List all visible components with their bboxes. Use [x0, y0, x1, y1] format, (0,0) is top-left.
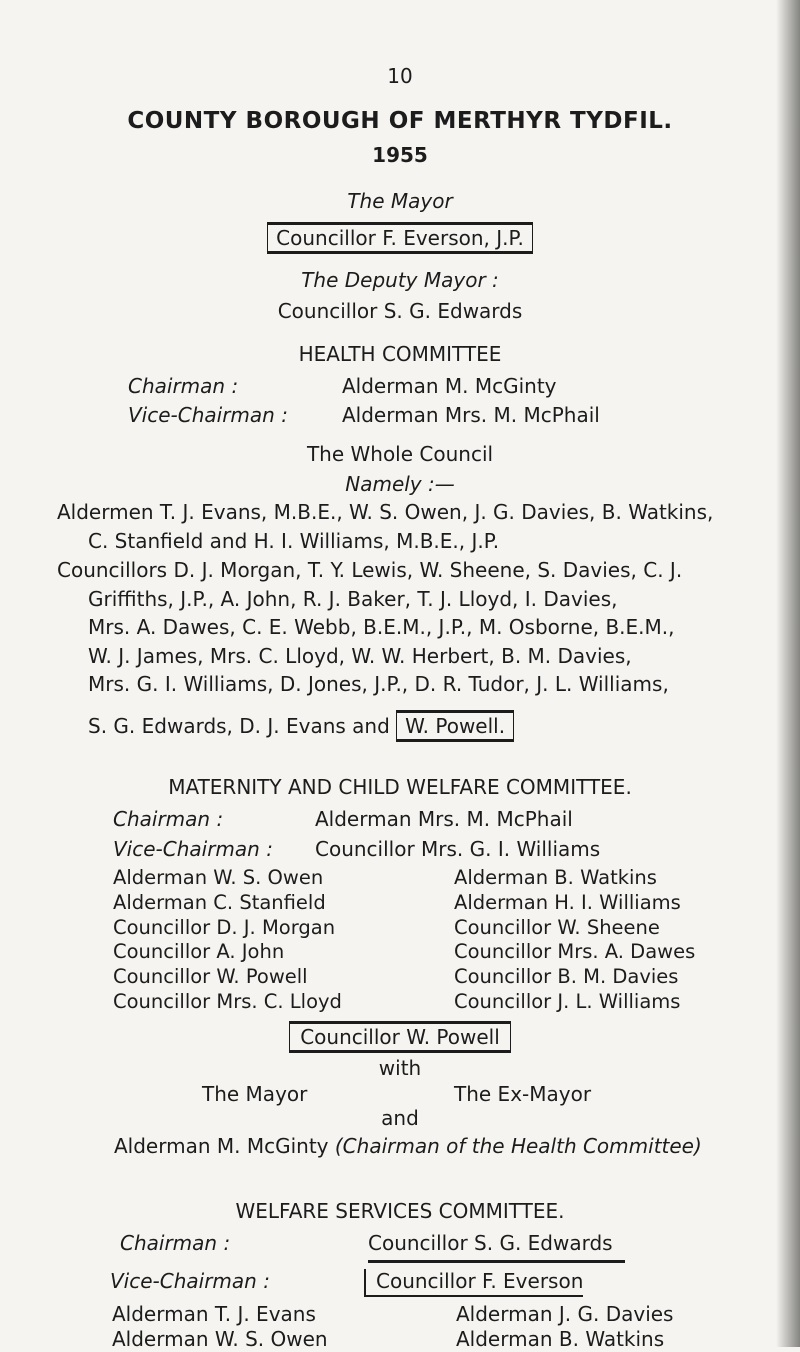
maternity-vice-label: Vice-Chairman : — [113, 837, 273, 861]
and-label: and — [381, 1106, 419, 1130]
member-name: Alderman B. Watkins — [454, 866, 657, 889]
deputy-mayor-name: Councillor S. G. Edwards — [277, 299, 523, 323]
health-chairman-label: Chairman : — [128, 374, 239, 398]
page-number: 10 — [387, 64, 413, 88]
welfare-members-right — [456, 1302, 673, 1352]
member-name: Alderman W. S. Owen — [113, 866, 324, 889]
member-name: Councillor D. J. Morgan — [113, 915, 336, 939]
maternity-chairman-label: Chairman : — [113, 807, 224, 831]
welfare-committee-heading: WELFARE SERVICES COMMITTEE. — [235, 1199, 565, 1223]
member-name: Councillor J. L. Williams — [454, 989, 681, 1013]
health-vice-label: Vice-Chairman : — [128, 403, 288, 427]
member-name: Alderman H. I. Williams — [454, 890, 681, 914]
namely-label: Namely :— — [345, 472, 455, 496]
health-vice-chairman: Alderman Mrs. M. McPhail — [342, 403, 600, 427]
councillors-last-line-prefix: S. G. Edwards, D. J. Evans and — [88, 714, 390, 738]
member-name: Councillor A. John — [113, 940, 285, 964]
maternity-members-right — [454, 866, 695, 1015]
with-label: with — [378, 1056, 422, 1080]
welfare-members-left — [112, 1302, 328, 1352]
member-name: Councillor B. M. Davies — [454, 965, 679, 989]
health-committee-heading: HEALTH COMMITTEE — [298, 342, 502, 366]
health-aldermen-list — [57, 498, 713, 555]
maternity-vice-chairman: Councillor Mrs. G. I. Williams — [315, 837, 601, 861]
mcginty-note: (Chairman of the Health Committee) — [334, 1134, 702, 1158]
councillors-line: W. J. James, Mrs. C. Lloyd, W. W. Herbert, B. M. Davies, — [88, 643, 632, 668]
welfare-vice-label: Vice-Chairman : — [110, 1269, 270, 1293]
councillors-line: Councillors D. J. Morgan, T. Y. Lewis, W. Sheene, S. Davies, C. J. — [57, 558, 683, 582]
member-name: Councillor Mrs. C. Lloyd — [113, 989, 342, 1013]
boxed-councillor-powell: W. Powell. — [396, 710, 514, 742]
mayor-heading: The Mayor — [347, 189, 453, 213]
deputy-mayor-heading: The Deputy Mayor : — [301, 268, 499, 292]
health-councillors-list — [57, 556, 682, 699]
welfare-vice-chairman: Councillor F. Everson — [364, 1269, 583, 1297]
councillors-line: Mrs. A. Dawes, C. E. Webb, B.E.M., J.P., M. Osborne, B.E.M., — [88, 615, 675, 640]
mayor-name-row — [0, 222, 800, 254]
member-name: Alderman T. J. Evans — [112, 1302, 316, 1326]
councillors-line: Griffiths, J.P., A. John, R. J. Baker, T. J. Lloyd, I. Davies, — [88, 586, 618, 611]
document-year: 1955 — [372, 143, 428, 167]
member-name: Councillor W. Sheene — [454, 915, 660, 939]
councillors-line: Mrs. G. I. Williams, D. Jones, J.P., D. R. Tudor, J. L. Williams, — [88, 672, 669, 697]
member-name: Councillor W. Powell — [113, 965, 308, 989]
maternity-members-left — [113, 866, 342, 1015]
aldermen-line: C. Stanfield and H. I. Williams, M.B.E., J.P. — [88, 528, 500, 553]
aldermen-line: Aldermen T. J. Evans, M.B.E., W. S. Owen, J. G. Davies, B. Watkins, — [57, 500, 714, 524]
mcginty-name: Alderman M. McGinty — [114, 1134, 329, 1158]
welfare-chairman: Councillor S. G. Edwards — [368, 1231, 625, 1263]
member-name: Alderman B. Watkins — [456, 1326, 665, 1351]
maternity-chairman: Alderman Mrs. M. McPhail — [315, 807, 573, 831]
member-name: Councillor Mrs. A. Dawes — [454, 940, 696, 964]
boxed-councillor-powell-maternity: Councillor W. Powell — [289, 1021, 511, 1053]
welfare-chairman-label: Chairman : — [120, 1231, 231, 1255]
health-chairman: Alderman M. McGinty — [342, 374, 557, 398]
maternity-boxed-row — [0, 1021, 800, 1053]
councillors-last-line — [88, 710, 514, 742]
member-name: Alderman C. Stanfield — [113, 890, 326, 914]
the-mayor-label: The Mayor — [202, 1082, 308, 1106]
mayor-name: Councillor F. Everson, J.P. — [267, 222, 533, 254]
member-name: Alderman W. S. Owen — [112, 1326, 328, 1351]
document-title: COUNTY BOROUGH OF MERTHYR TYDFIL. — [127, 108, 673, 134]
ex-mayor-label: The Ex-Mayor — [454, 1082, 592, 1106]
member-name: Alderman J. G. Davies — [456, 1302, 674, 1326]
maternity-committee-heading: MATERNITY AND CHILD WELFARE COMMITTEE. — [168, 775, 632, 799]
mcginty-line — [114, 1134, 702, 1158]
whole-council-heading: The Whole Council — [306, 442, 494, 466]
